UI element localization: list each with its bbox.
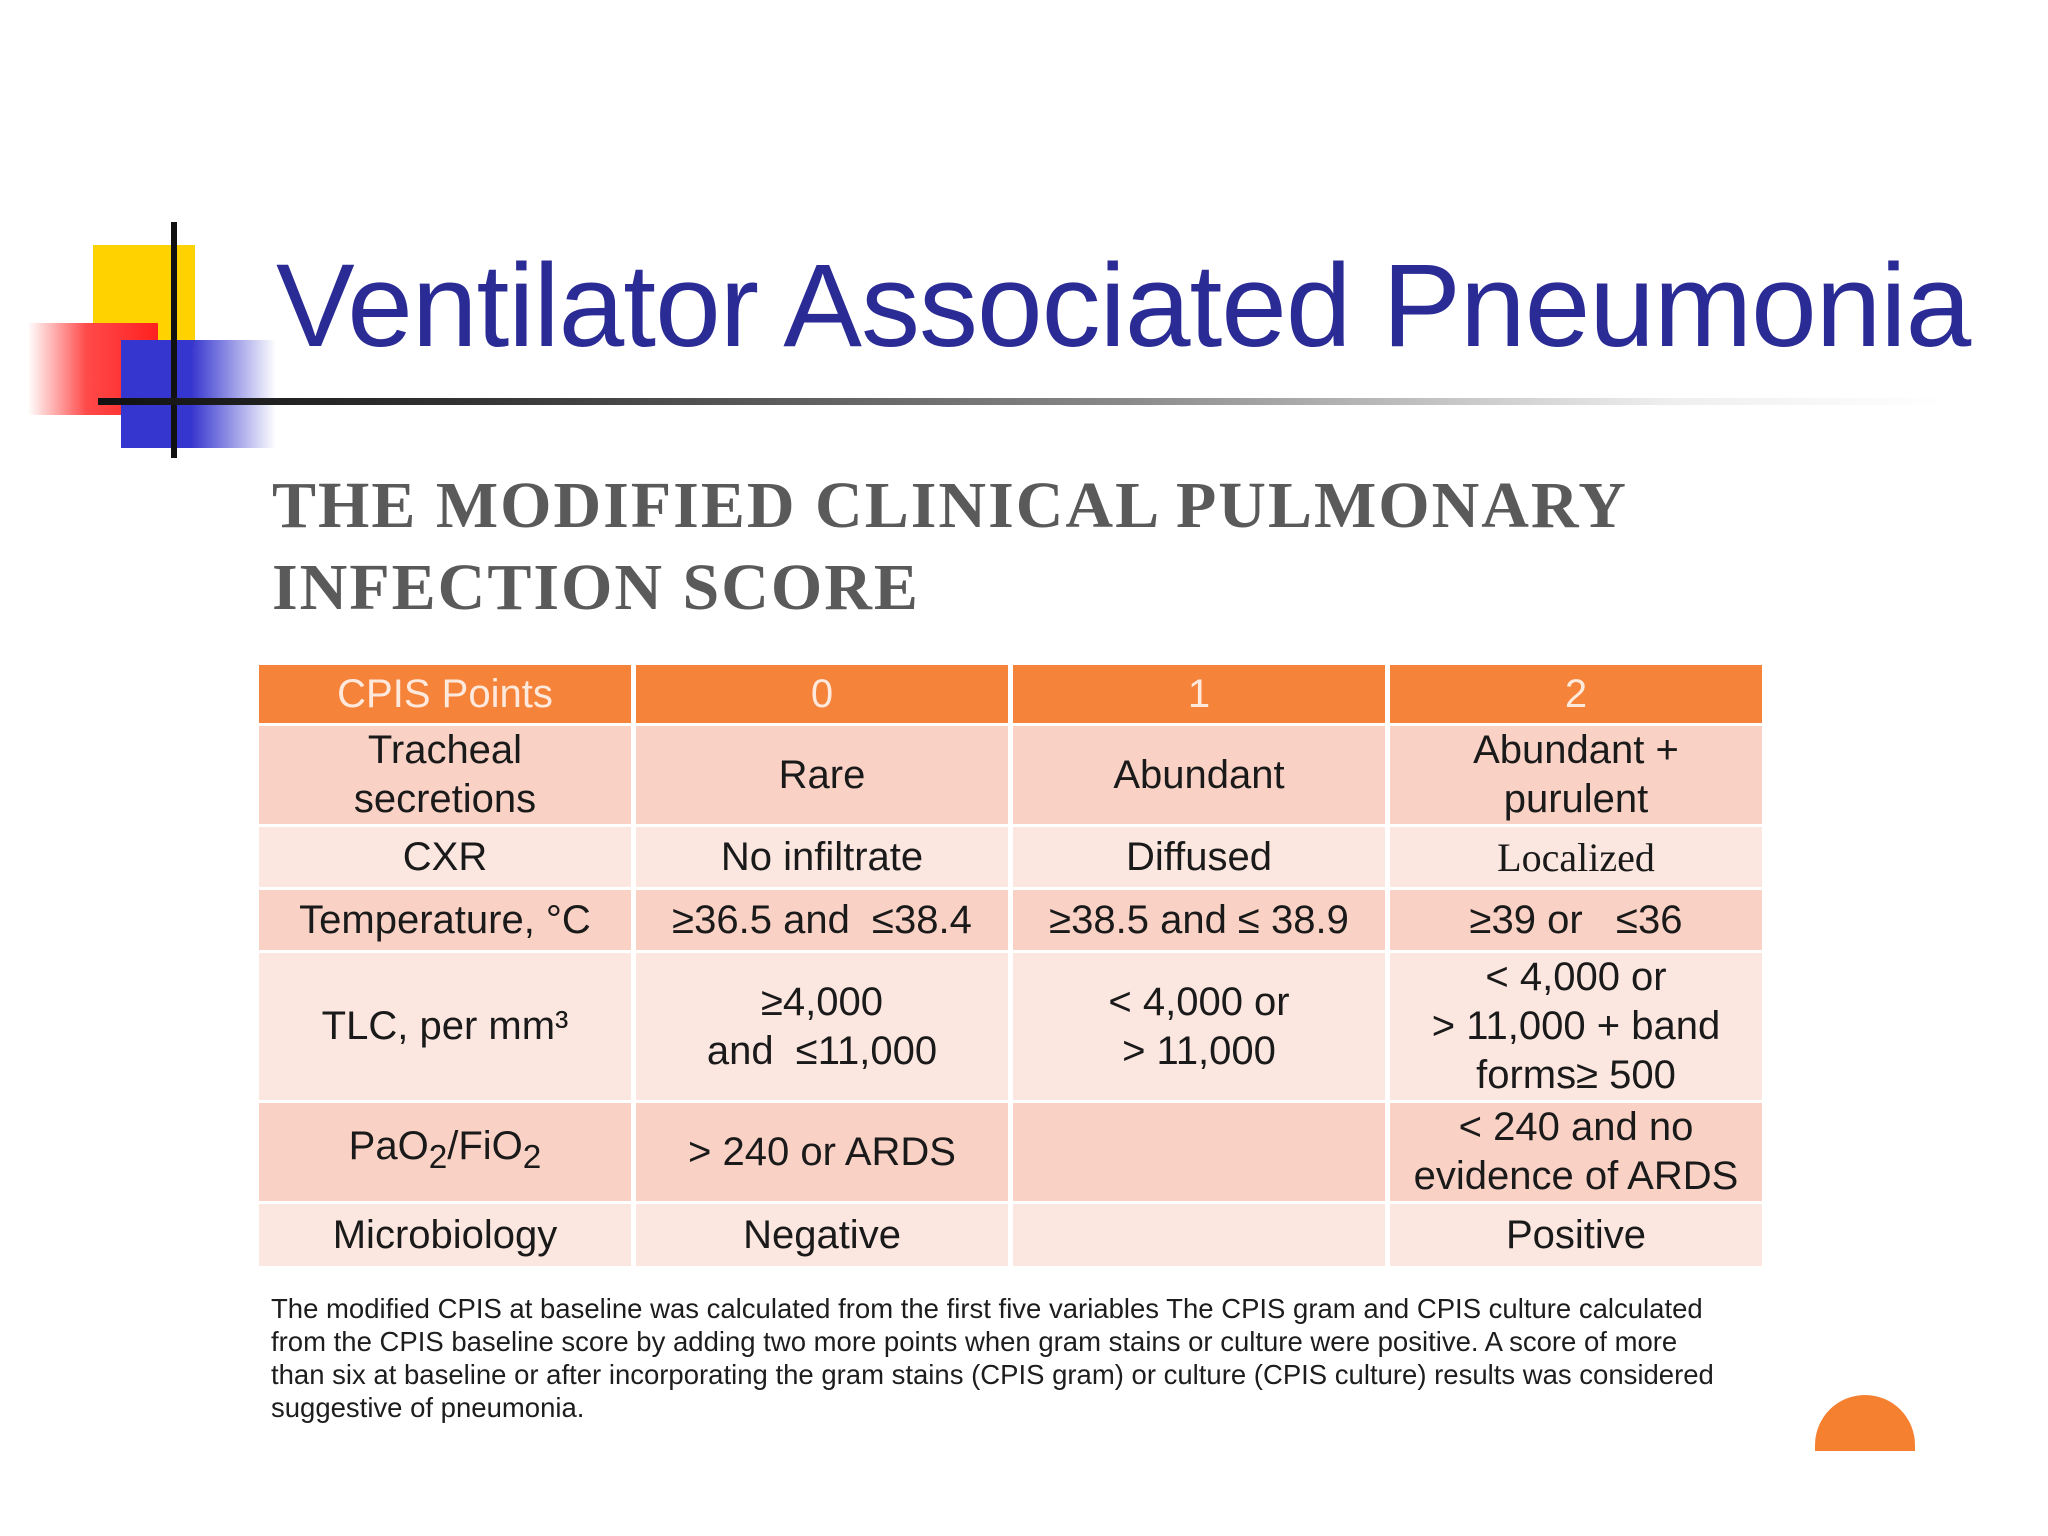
table-row bbox=[259, 890, 1762, 950]
table-cell bbox=[1390, 953, 1762, 1100]
table-cell bbox=[1390, 726, 1762, 824]
title-underline bbox=[98, 398, 1948, 405]
table-row bbox=[259, 827, 1762, 887]
cpis-table bbox=[254, 662, 1767, 1269]
cell-line: < 240 and no bbox=[1458, 1105, 1694, 1149]
table-cell: Positive bbox=[1390, 1204, 1762, 1266]
table-row bbox=[259, 953, 1762, 1100]
decor-vertical-line bbox=[171, 222, 177, 458]
table-heading-line2: INFECTION SCORE bbox=[272, 551, 920, 624]
cell-line: > 11,000 bbox=[1122, 1028, 1276, 1073]
table-cell: > 240 or ARDS bbox=[636, 1103, 1008, 1201]
cell-line: ≥4,000 bbox=[760, 979, 884, 1024]
cell-line: purulent bbox=[1503, 777, 1649, 821]
table-cell bbox=[1013, 953, 1385, 1100]
cell-line: forms≥ 500 bbox=[1476, 1053, 1676, 1097]
footnote-line: than six at baseline or after incorporating the gram stains (CPIS gram) or culture (CPIS culture) results was considered bbox=[271, 1359, 1714, 1390]
table-cell bbox=[1390, 1103, 1762, 1201]
table-cell bbox=[636, 953, 1008, 1100]
footnote bbox=[271, 1292, 1901, 1424]
cell-line: evidence of ARDS bbox=[1413, 1154, 1739, 1198]
row-label bbox=[259, 726, 631, 824]
row-label-line: Tracheal bbox=[367, 728, 523, 772]
cell-line: and ≤11,000 bbox=[706, 1028, 938, 1073]
label-text: PaO bbox=[348, 1124, 429, 1168]
table-cell: No infiltrate bbox=[636, 827, 1008, 887]
row-label: Temperature, °C bbox=[259, 890, 631, 950]
cell-line: < 4,000 or bbox=[1108, 979, 1290, 1024]
table-row bbox=[259, 726, 1762, 824]
cell-line: < 4,000 or bbox=[1485, 955, 1667, 999]
header-cell: 0 bbox=[636, 665, 1008, 723]
table-cell bbox=[1013, 1204, 1385, 1266]
cell-line: > 11,000 + band bbox=[1431, 1004, 1721, 1048]
row-label: CXR bbox=[259, 827, 631, 887]
table-cell: Negative bbox=[636, 1204, 1008, 1266]
table-heading bbox=[272, 465, 1672, 629]
row-label bbox=[259, 1103, 631, 1201]
label-text: /FiO bbox=[447, 1124, 523, 1168]
header-cell: CPIS Points bbox=[259, 665, 631, 723]
slide-title: Ventilator Associated Pneumonia bbox=[276, 240, 1971, 372]
table-row bbox=[259, 1103, 1762, 1201]
table-heading-line1: THE MODIFIED CLINICAL PULMONARY bbox=[272, 469, 1628, 542]
table-cell: Diffused bbox=[1013, 827, 1385, 887]
footnote-line: The modified CPIS at baseline was calculated from the first five variables The CPIS gram and CPIS culture calculated bbox=[271, 1293, 1703, 1324]
header-cell: 2 bbox=[1390, 665, 1762, 723]
table-cell: ≥39 or ≤36 bbox=[1390, 890, 1762, 950]
header-cell: 1 bbox=[1013, 665, 1385, 723]
table-cell: Localized bbox=[1390, 827, 1762, 887]
table-cell: ≥36.5 and ≤38.4 bbox=[636, 890, 1008, 950]
table-cell: Rare bbox=[636, 726, 1008, 824]
row-label: Microbiology bbox=[259, 1204, 631, 1266]
table-cell bbox=[1013, 1103, 1385, 1201]
row-label-line: secretions bbox=[353, 777, 537, 821]
label-subscript: 2 bbox=[428, 1139, 448, 1176]
table-cell: ≥38.5 and ≤ 38.9 bbox=[1013, 890, 1385, 950]
label-subscript: 2 bbox=[522, 1139, 542, 1176]
footnote-line: from the CPIS baseline score by adding two more points when gram stains or culture were positive. A score of more bbox=[271, 1326, 1678, 1357]
decor-blue-square bbox=[121, 340, 276, 448]
row-label: TLC, per mm³ bbox=[259, 953, 631, 1100]
table-header-row bbox=[259, 665, 1762, 723]
cell-line: Abundant + bbox=[1473, 728, 1679, 772]
table-cell: Abundant bbox=[1013, 726, 1385, 824]
table-row bbox=[259, 1204, 1762, 1266]
footnote-line: suggestive of pneumonia. bbox=[271, 1392, 585, 1423]
